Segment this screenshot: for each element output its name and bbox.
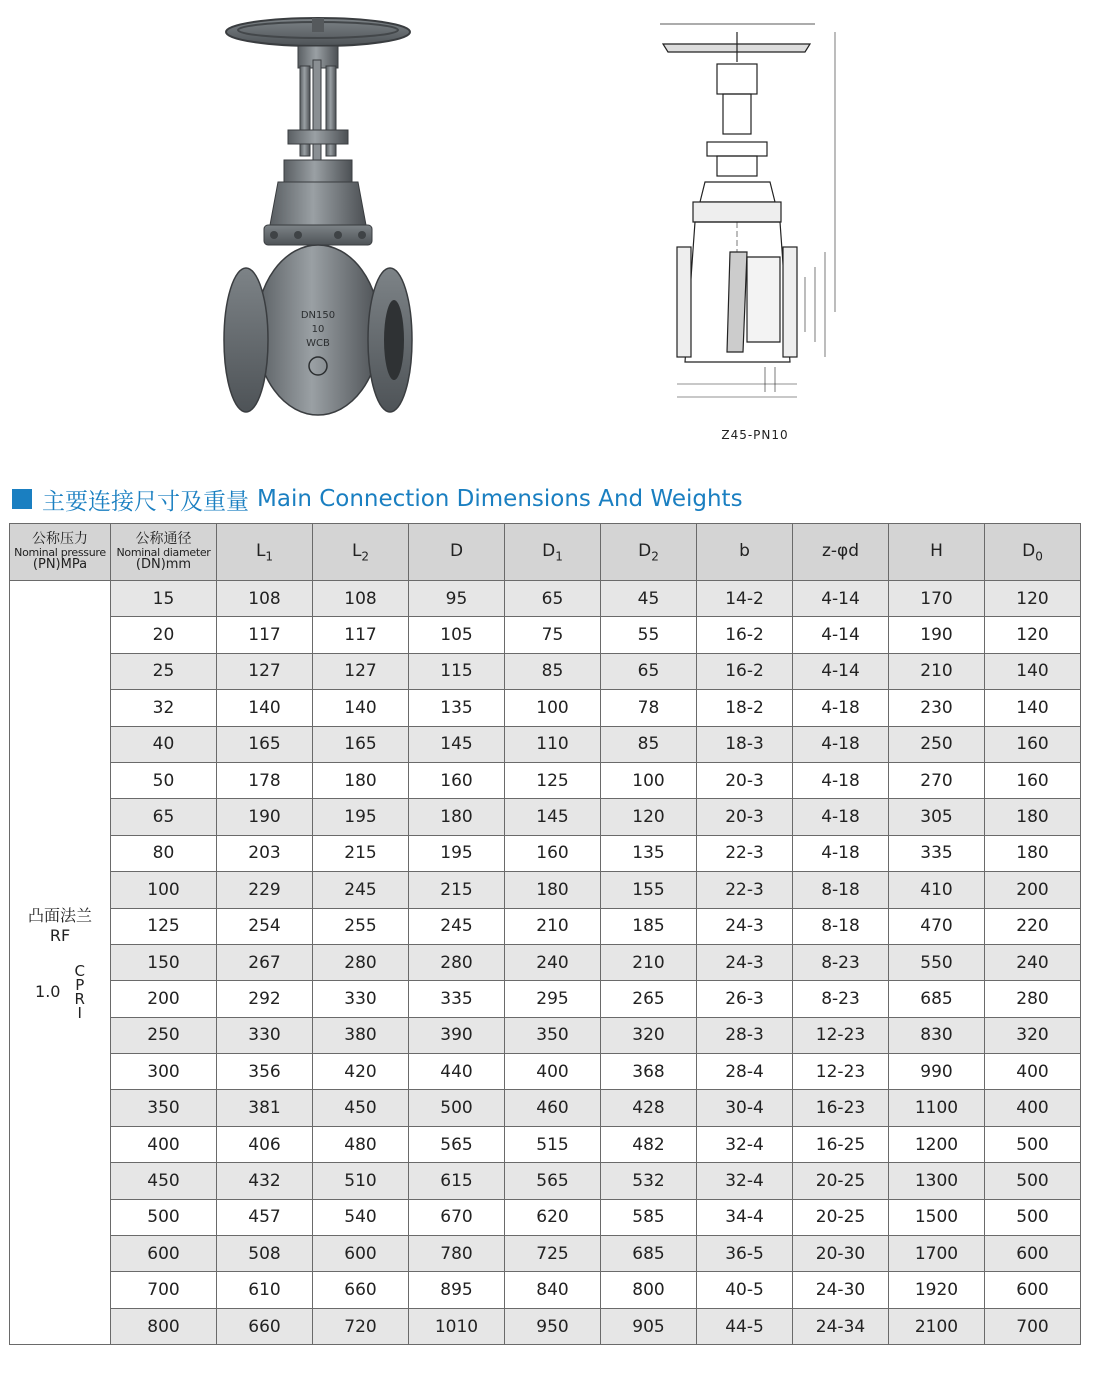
header-col-sub: 0 [1035,549,1043,564]
cell-value: 895 [409,1272,505,1308]
cell-value: 55 [601,617,697,653]
cell-value: 381 [217,1090,313,1126]
table-row [10,726,1081,762]
cell-value: 195 [409,835,505,871]
cell-value: 140 [985,653,1081,689]
section-square-icon [12,489,32,509]
cell-value: 295 [505,981,601,1017]
header-pn-en: Nominal pressure [14,546,106,559]
cell-value: 215 [313,835,409,871]
cell-value: 185 [601,908,697,944]
cell-value: 78 [601,690,697,726]
cell-value: 220 [985,908,1081,944]
cell-value: 145 [505,799,601,835]
cell-value: 565 [409,1126,505,1162]
cell-dn: 250 [111,1017,217,1053]
cell-value: 450 [313,1090,409,1126]
header-col [889,524,985,581]
header-col [313,524,409,581]
photo-mark-size: DN150 [300,310,336,321]
cell-value: 1200 [889,1126,985,1162]
cell-value: 670 [409,1199,505,1235]
cell-value: 16-2 [697,653,793,689]
dimensions-table [9,523,1081,1345]
cell-value: 127 [217,653,313,689]
section-title-cn: 主要连接尺寸及重量 [42,488,249,515]
cell-value: 270 [889,762,985,798]
cell-value: 240 [985,944,1081,980]
cell-value: 700 [985,1308,1081,1344]
cell-value: 140 [313,690,409,726]
cell-value: 105 [409,617,505,653]
cell-value: 400 [985,1054,1081,1090]
cell-value: 8-18 [793,908,889,944]
table-row [10,690,1081,726]
section-title [12,484,743,514]
cell-value: 95 [409,581,505,617]
cell-value: 515 [505,1126,601,1162]
cell-value: 160 [985,762,1081,798]
cell-value: 18-2 [697,690,793,726]
cell-dn: 450 [111,1163,217,1199]
cell-value: 660 [217,1308,313,1344]
cell-value: 40-5 [697,1272,793,1308]
cell-value: 34-4 [697,1199,793,1235]
header-col-sub: 2 [361,549,370,564]
cell-value: 20-3 [697,799,793,835]
cell-value: 550 [889,944,985,980]
cell-value: 160 [505,835,601,871]
cell-value: 8-18 [793,872,889,908]
cell-value: 210 [601,944,697,980]
cell-value: 500 [985,1199,1081,1235]
cell-value: 28-4 [697,1054,793,1090]
cell-value: 160 [409,762,505,798]
cell-dn: 100 [111,872,217,908]
header-col-main: z-φd [821,540,860,561]
table-row [10,617,1081,653]
cell-value: 280 [409,944,505,980]
table-row [10,762,1081,798]
cell-value: 420 [313,1054,409,1090]
cell-value: 2100 [889,1308,985,1344]
cell-value: 380 [313,1017,409,1053]
cell-value: 4-18 [793,690,889,726]
cell-value: 510 [313,1163,409,1199]
cell-value: 22-3 [697,835,793,871]
cell-value: 160 [985,726,1081,762]
cell-dn: 300 [111,1054,217,1090]
standard-letter: C [74,961,85,980]
header-pn-unit: (PN)MPa [32,557,88,572]
cell-value: 195 [313,799,409,835]
table-row [10,944,1081,980]
cell-value: 390 [409,1017,505,1053]
cell-value: 24-34 [793,1308,889,1344]
table-row [10,799,1081,835]
cell-value: 26-3 [697,981,793,1017]
cell-value: 117 [313,617,409,653]
cell-value: 203 [217,835,313,871]
cell-value: 320 [601,1017,697,1053]
cell-value: 720 [313,1308,409,1344]
table-row [10,872,1081,908]
cell-value: 1010 [409,1308,505,1344]
cell-value: 28-3 [697,1017,793,1053]
cell-value: 16-23 [793,1090,889,1126]
cell-value: 532 [601,1163,697,1199]
cell-value: 230 [889,690,985,726]
cell-value: 16-2 [697,617,793,653]
cell-value: 165 [313,726,409,762]
cell-value: 406 [217,1126,313,1162]
cell-dn: 400 [111,1126,217,1162]
cell-dn: 65 [111,799,217,835]
standard-letter: I [77,1003,82,1022]
cell-value: 265 [601,981,697,1017]
cell-value: 660 [313,1272,409,1308]
cell-value: 178 [217,762,313,798]
header-col-main: D [449,540,464,561]
cell-value: 117 [217,617,313,653]
cell-value: 22-3 [697,872,793,908]
cell-value: 24-3 [697,908,793,944]
section-title-en: Main Connection Dimensions And Weights [257,486,743,512]
cell-value: 140 [217,690,313,726]
cell-value: 14-2 [697,581,793,617]
cell-value: 1100 [889,1090,985,1126]
cell-value: 685 [601,1236,697,1272]
cell-value: 127 [313,653,409,689]
cell-value: 190 [889,617,985,653]
cell-value: 950 [505,1308,601,1344]
cell-value: 108 [217,581,313,617]
cell-dn: 600 [111,1236,217,1272]
cell-value: 180 [409,799,505,835]
header-col [793,524,889,581]
cell-value: 108 [313,581,409,617]
table-row [10,908,1081,944]
header-dn-cn: 公称通径 [135,531,192,547]
cell-value: 24-30 [793,1272,889,1308]
cell-value: 20-3 [697,762,793,798]
cell-value: 8-23 [793,981,889,1017]
header-nominal-diameter [111,524,217,581]
cell-value: 410 [889,872,985,908]
cell-value: 4-18 [793,726,889,762]
cell-value: 254 [217,908,313,944]
cell-dn: 500 [111,1199,217,1235]
cell-dn: 150 [111,944,217,980]
cell-dn: 40 [111,726,217,762]
cell-value: 240 [505,944,601,980]
cell-value: 330 [217,1017,313,1053]
cell-value: 18-3 [697,726,793,762]
cell-value: 305 [889,799,985,835]
header-col-main: L [351,540,362,561]
cell-dn: 200 [111,981,217,1017]
header-col [217,524,313,581]
cell-value: 115 [409,653,505,689]
cell-value: 620 [505,1199,601,1235]
cell-value: 255 [313,908,409,944]
header-col [505,524,601,581]
cell-value: 280 [313,944,409,980]
cell-value: 600 [985,1236,1081,1272]
table-row [10,1236,1081,1272]
cell-value: 30-4 [697,1090,793,1126]
cell-value: 245 [409,908,505,944]
standard-letter: P [75,975,85,994]
cell-value: 685 [889,981,985,1017]
header-col-sub: 1 [265,549,274,564]
cell-value: 600 [985,1272,1081,1308]
cell-value: 585 [601,1199,697,1235]
cell-value: 20-30 [793,1236,889,1272]
cell-value: 155 [601,872,697,908]
cell-value: 400 [985,1090,1081,1126]
cell-value: 125 [505,762,601,798]
cell-value: 457 [217,1199,313,1235]
flange-type-cn: 凸面法兰 [27,905,92,925]
header-col-main: L [255,540,266,561]
cell-value: 180 [313,762,409,798]
cell-value: 135 [409,690,505,726]
cell-value: 12-23 [793,1017,889,1053]
cell-value: 32-4 [697,1163,793,1199]
drawing-caption: Z45-PN10 [721,428,789,442]
cell-value: 85 [505,653,601,689]
pressure-group-cell [10,581,111,1345]
cell-value: 610 [217,1272,313,1308]
cell-value: 4-18 [793,762,889,798]
cell-value: 400 [505,1054,601,1090]
cell-value: 190 [217,799,313,835]
cell-value: 615 [409,1163,505,1199]
cell-value: 120 [985,581,1081,617]
cell-value: 110 [505,726,601,762]
cell-value: 200 [985,872,1081,908]
header-pn-cn: 公称压力 [32,531,88,547]
cell-dn: 32 [111,690,217,726]
cell-value: 335 [889,835,985,871]
cell-value: 8-23 [793,944,889,980]
header-dn-unit: (DN)mm [135,557,192,572]
cell-value: 1300 [889,1163,985,1199]
cell-value: 20-25 [793,1199,889,1235]
header-col-main: D [542,540,556,561]
cell-value: 480 [313,1126,409,1162]
table-header-row [10,524,1081,581]
cell-dn: 125 [111,908,217,944]
cell-value: 32-4 [697,1126,793,1162]
header-col-main: b [739,540,750,561]
cell-value: 1700 [889,1236,985,1272]
table-row [10,1163,1081,1199]
cell-value: 350 [505,1017,601,1053]
cell-value: 725 [505,1236,601,1272]
cell-dn: 25 [111,653,217,689]
cell-value: 500 [985,1126,1081,1162]
flange-type-en: RF [49,925,71,945]
header-col [601,524,697,581]
cell-value: 75 [505,617,601,653]
cell-value: 4-14 [793,581,889,617]
cell-value: 460 [505,1090,601,1126]
cell-dn: 80 [111,835,217,871]
cell-value: 1500 [889,1199,985,1235]
cell-value: 20-25 [793,1163,889,1199]
cell-value: 830 [889,1017,985,1053]
cell-value: 508 [217,1236,313,1272]
cell-value: 4-18 [793,799,889,835]
cell-value: 250 [889,726,985,762]
cell-value: 990 [889,1054,985,1090]
cell-value: 905 [601,1308,697,1344]
cell-value: 500 [985,1163,1081,1199]
cell-value: 165 [217,726,313,762]
cell-value: 280 [985,981,1081,1017]
header-nominal-pressure [10,524,111,581]
photo-mark-pressure: 10 [311,324,325,335]
cell-value: 100 [505,690,601,726]
cell-value: 440 [409,1054,505,1090]
cell-value: 335 [409,981,505,1017]
header-col-sub: 1 [555,549,563,564]
cell-value: 45 [601,581,697,617]
table-row [10,835,1081,871]
cell-value: 470 [889,908,985,944]
header-col [697,524,793,581]
cell-dn: 700 [111,1272,217,1308]
cell-value: 267 [217,944,313,980]
photo-mark-material: WCB [306,338,330,349]
cell-value: 65 [505,581,601,617]
header-col-main: D [638,540,652,561]
standard-letter: R [74,989,85,1008]
cell-value: 500 [409,1090,505,1126]
cell-value: 356 [217,1054,313,1090]
cell-dn: 800 [111,1308,217,1344]
cell-value: 368 [601,1054,697,1090]
table-row [10,653,1081,689]
cell-value: 800 [601,1272,697,1308]
table-body [10,581,1081,1345]
cell-value: 245 [313,872,409,908]
cell-value: 120 [985,617,1081,653]
cell-dn: 15 [111,581,217,617]
header-col [409,524,505,581]
pressure-value: 1.0 [35,982,61,1002]
cell-value: 180 [985,835,1081,871]
cell-dn: 350 [111,1090,217,1126]
table-row [10,1308,1081,1344]
cell-value: 170 [889,581,985,617]
cell-value: 145 [409,726,505,762]
cell-value: 210 [889,653,985,689]
table-row [10,1017,1081,1053]
cell-value: 100 [601,762,697,798]
cell-value: 292 [217,981,313,1017]
cell-value: 140 [985,690,1081,726]
cell-value: 36-5 [697,1236,793,1272]
cell-value: 600 [313,1236,409,1272]
valve-technical-drawing [655,12,855,412]
cell-value: 540 [313,1199,409,1235]
header-col-sub: 2 [651,549,659,564]
cell-dn: 50 [111,762,217,798]
cell-value: 135 [601,835,697,871]
header-dn-en: Nominal diameter [116,546,211,559]
header-col-main: H [930,540,943,561]
cell-value: 432 [217,1163,313,1199]
valve-photo [218,10,418,435]
cell-value: 4-14 [793,653,889,689]
cell-value: 215 [409,872,505,908]
cell-value: 44-5 [697,1308,793,1344]
table-row [10,1199,1081,1235]
cell-value: 330 [313,981,409,1017]
cell-value: 180 [985,799,1081,835]
cell-value: 320 [985,1017,1081,1053]
table-row [10,1090,1081,1126]
cell-value: 482 [601,1126,697,1162]
cell-value: 210 [505,908,601,944]
table-row [10,1126,1081,1162]
cell-value: 65 [601,653,697,689]
cell-value: 16-25 [793,1126,889,1162]
cell-value: 120 [601,799,697,835]
table-row [10,581,1081,617]
cell-value: 85 [601,726,697,762]
cell-value: 4-18 [793,835,889,871]
cell-value: 24-3 [697,944,793,980]
table-row [10,1272,1081,1308]
cell-value: 12-23 [793,1054,889,1090]
header-col-main: D [1022,540,1036,561]
cell-value: 840 [505,1272,601,1308]
header-col [985,524,1081,581]
standard-letters [74,961,85,1022]
cell-value: 4-14 [793,617,889,653]
cell-value: 780 [409,1236,505,1272]
cell-value: 229 [217,872,313,908]
table-row [10,1054,1081,1090]
cell-value: 1920 [889,1272,985,1308]
cell-value: 428 [601,1090,697,1126]
cell-value: 180 [505,872,601,908]
cell-dn: 20 [111,617,217,653]
cell-value: 565 [505,1163,601,1199]
table-row [10,981,1081,1017]
